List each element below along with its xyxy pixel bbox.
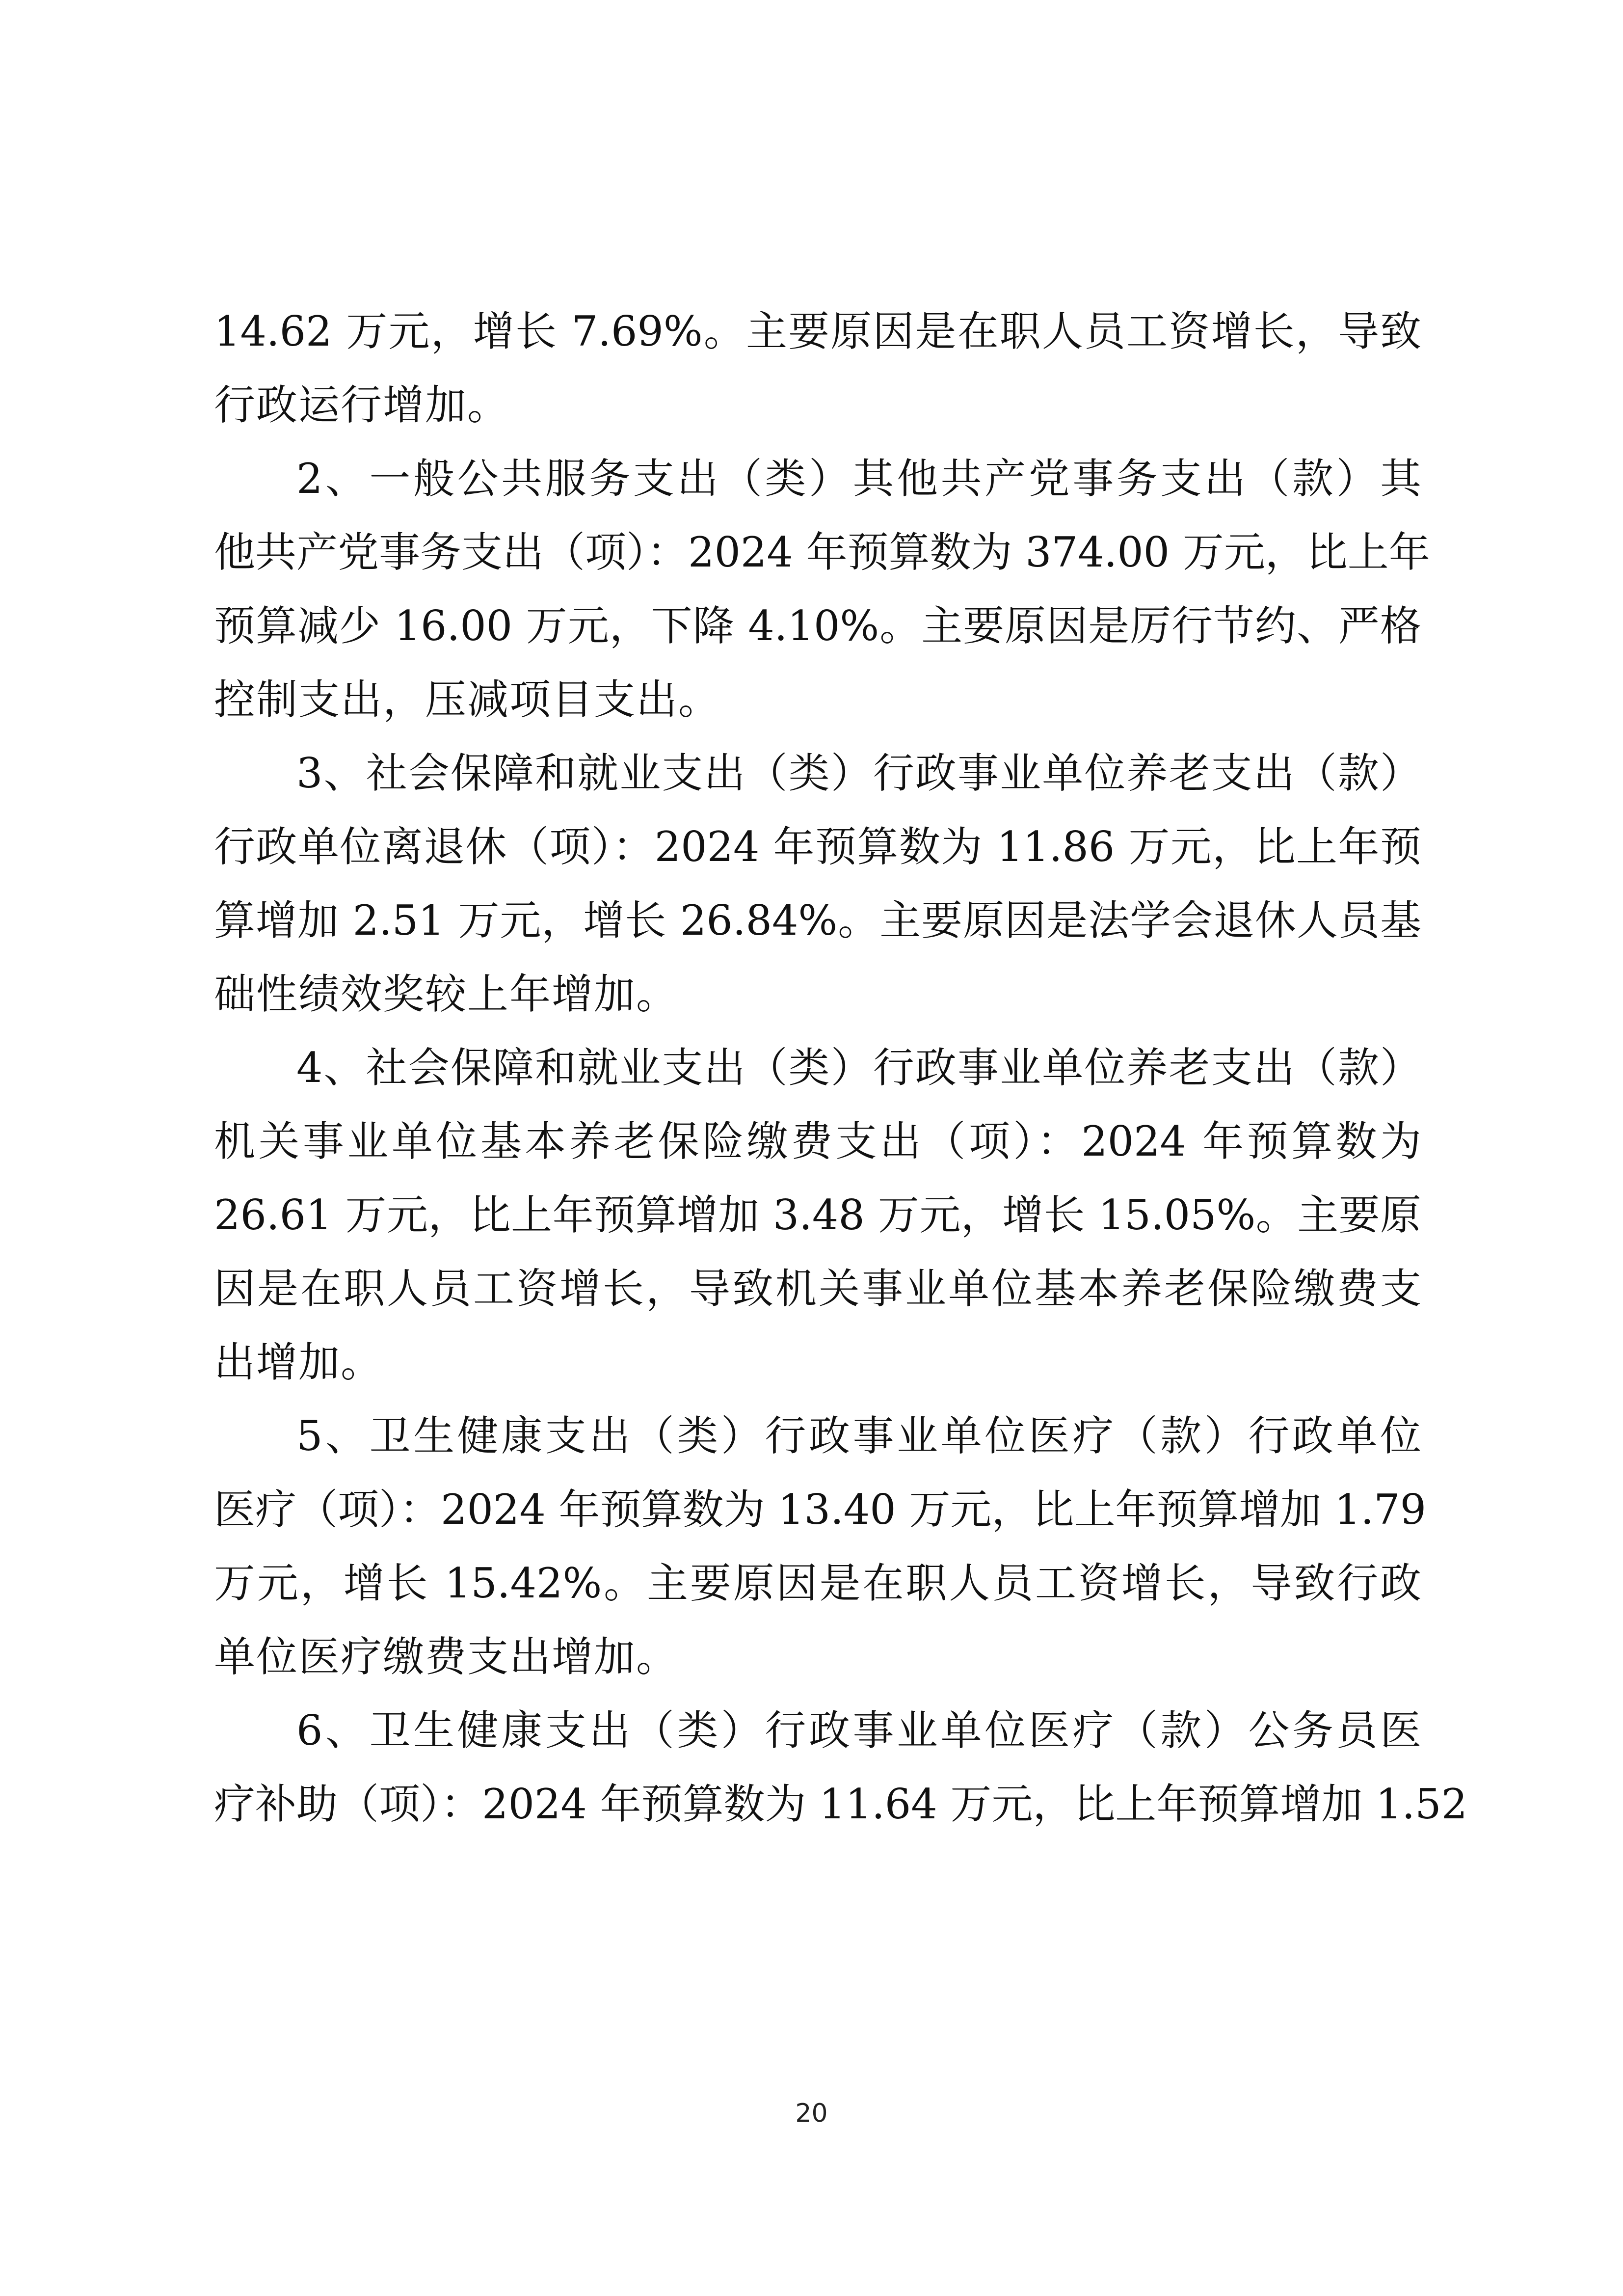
- text-line: 26.61 万元，比上年预算增加 3.48 万元，增长 15.05%。主要原: [214, 1191, 1421, 1239]
- text-line: 算增加 2.51 万元，增长 26.84%。主要原因是法学会退休人员基: [214, 896, 1421, 945]
- text-line: 机关事业单位基本养老保险缴费支出（项）：2024 年预算数为: [214, 1117, 1421, 1165]
- text-line: 行政单位离退休（项）：2024 年预算数为 11.86 万元，比上年预: [214, 823, 1421, 871]
- text-line: 预算减少 16.00 万元，下降 4.10%。主要原因是厉行节约、严格: [214, 602, 1421, 650]
- text-line: 万元，增长 15.42%。主要原因是在职人员工资增长，导致行政: [214, 1559, 1421, 1607]
- paragraph-2-heading-line: 2、一般公共服务支出（类）其他共产党事务支出（款）其: [296, 455, 1421, 503]
- paragraph-3-heading-line: 3、社会保障和就业支出（类）行政事业单位养老支出（款）: [296, 749, 1421, 797]
- text-line: 疗补助（项）：2024 年预算数为 11.64 万元，比上年预算增加 1.52: [214, 1780, 1468, 1828]
- page-number: 20: [795, 2099, 828, 2128]
- text-line: 出增加。: [214, 1338, 383, 1386]
- text-line: 医疗（项）：2024 年预算数为 13.40 万元，比上年预算增加 1.79: [214, 1486, 1427, 1534]
- paragraph-5-heading-line: 5、卫生健康支出（类）行政事业单位医疗（款）行政单位: [296, 1412, 1421, 1460]
- paragraph-4-heading-line: 4、社会保障和就业支出（类）行政事业单位养老支出（款）: [296, 1044, 1421, 1092]
- text-line: 他共产党事务支出（项）：2024 年预算数为 374.00 万元，比上年: [214, 528, 1430, 576]
- paragraph-6-heading-line: 6、卫生健康支出（类）行政事业单位医疗（款）公务员医: [296, 1706, 1421, 1755]
- text-line: 础性绩效奖较上年增加。: [214, 970, 679, 1018]
- text-line: 单位医疗缴费支出增加。: [214, 1633, 679, 1681]
- text-line: 控制支出，压减项目支出。: [214, 675, 721, 724]
- text-line: 因是在职人员工资增长，导致机关事业单位基本养老保险缴费支: [214, 1265, 1421, 1313]
- text-line: 14.62 万元，增长 7.69%。主要原因是在职人员工资增长，导致: [214, 307, 1421, 355]
- text-line: 行政运行增加。: [214, 381, 510, 429]
